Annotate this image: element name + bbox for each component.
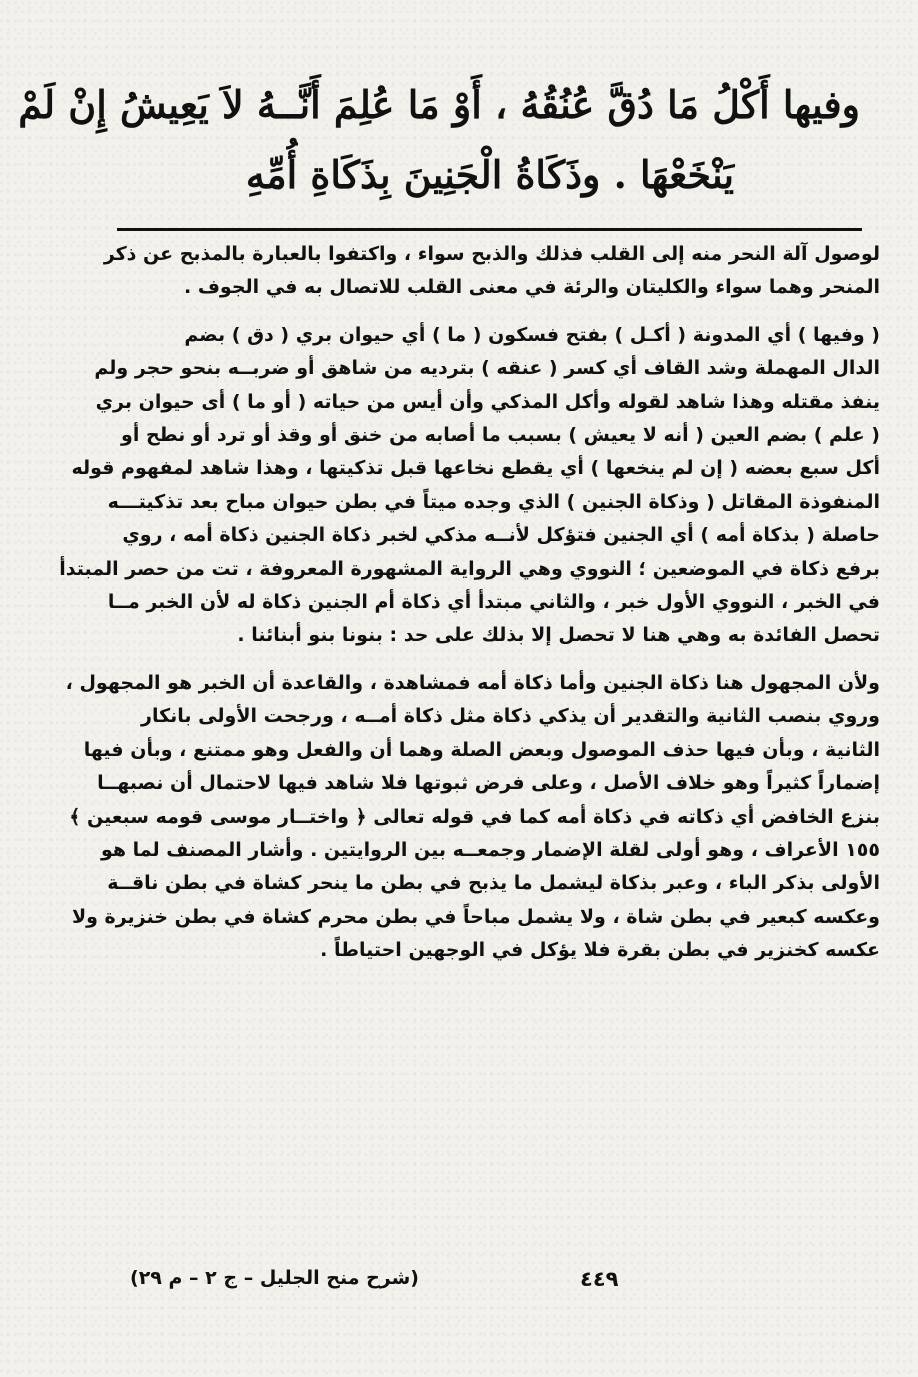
text-line: وروي بنصب الثانية والتقدير أن يذكي ذكاة مثل ذكاة أمــه ، ورجحت الأولى بانكار: [141, 705, 880, 728]
text-line: لوصول آلة النحر منه إلى القلب فذلك والذبح سواء ، واكتفوا بالعبارة بالمذبح عن ذكر: [103, 243, 880, 265]
matn-line-1: وفيها أَكْلُ مَا دُقَّ عُنُقُهُ ، أَوْ مَا عُلِمَ أَنَّــهُ لاَ يَعِيشُ إِنْ لَمْ: [18, 82, 860, 127]
text-line: المنفوذة المقاتل ( وذكاة الجنين ) الذي وجده ميتاً في بطن حيوان مباح بعد تذكيتـــه: [107, 490, 880, 513]
text-line: ولأن المجهول هنا ذكاة الجنين وأما ذكاة أمه فمشاهدة ، والقاعدة أن الخبر هو المجهول ،: [65, 671, 880, 694]
text-line: الثانية ، وبأن فيها حذف الموصول وبعض الصلة وهما أن والفعل وهو ممتنع ، وبأن فيها: [83, 738, 880, 761]
paragraph-2: [59, 319, 880, 653]
text-line: ( علم ) بضم العين ( أنه لا يعيش ) بسبب ما أصابه من خنق أو وقذ أو ترد أو نطح أو: [121, 424, 880, 447]
text-line: ١٥٥ الأعراف ، وهو أولى لقلة الإضمار وجمعــه بين الروايتين . وأشار المصنف لما هو: [100, 838, 880, 861]
text-line: إضماراً كثيراً وهو خلاف الأصل ، وعلى فرض ثبوتها فلا شاهد فيها لاحتمال أن نصبهــا: [97, 772, 880, 795]
text-line: أكل سبع بعضه ( إن لم ينخعها ) أي يقطع نخاعها قبل تذكيتها ، وهذا شاهد لمفهوم قوله: [71, 457, 880, 480]
text-line: ( وفيها ) أي المدونة ( أكـل ) بفتح فسكون ( ما ) أي حيوان بري ( دق ) بضم: [184, 323, 880, 346]
text-line: حاصلة ( بذكاة أمه ) أي الجنين فتؤكل لأنــه مذكي لخبر ذكاة الجنين ذكاة أمه ، روي: [122, 524, 880, 547]
text-line: في الخبر ، النووي الأول خبر ، والثاني مبتدأ أي ذكاة أم الجنين ذكاة له لأن الخبر مــا: [107, 591, 880, 614]
page-number: ٤٤٩: [580, 1267, 619, 1291]
commentary-text: [59, 238, 880, 968]
text-line: عكسه كخنزير في بطن بقرة فلا يؤكل في الوجهين احتياطاً .: [320, 939, 880, 962]
matn-line-2: يَنْخَعْهَا . وذَكَاةُ الْجَنِينَ بِذَكَاةِ أُمِّهِ: [245, 152, 735, 197]
main-text-matn: [18, 70, 860, 210]
text-line: الأولى بذكر الباء ، وعبر بذكاة ليشمل ما يذبح في بطن ما ينحر كشاة في بطن ناقــة: [107, 872, 880, 895]
text-line: تحصل الفائدة به وهي هنا لا تحصل إلا بذلك على حد : بنونا بنو أبنائنا .: [237, 624, 880, 647]
separator-rule: [117, 228, 862, 231]
text-line: بنزع الخافض أي ذكاته في ذكاة أمه كما في قوله تعالى ﴿ واختــار موسى قومه سبعين ﴾: [69, 805, 880, 828]
text-line: وعكسه كبعير في بطن شاة ، ولا يشمل مباحاً في بطن محرم كشاة في بطن خنزيرة ولا: [71, 905, 880, 928]
paragraph-1: [103, 238, 880, 305]
text-line: برفع ذكاة في الموضعين ؛ النووي وهي الرواية المشهورة المعروفة ، تت من حصر المبتدأ: [59, 557, 880, 580]
page-footer: [110, 1267, 870, 1307]
paragraph-3: [65, 667, 880, 968]
text-line: المنحر وهما سواء والكليتان والرئة في معنى القلب للاتصال به في الجوف .: [184, 276, 880, 299]
text-line: الدال المهملة وشد القاف أي كسر ( عنقه ) بترديه من شاهق أو ضربــه بنحو حجر ولم: [94, 357, 880, 380]
book-reference: (شرح منح الجليل – ج ٢ – م ٢٩): [130, 1267, 419, 1289]
text-line: ينفذ مقتله وهذا شاهد لقوله وأكل المذكي وأن أيس من حياته ( أو ما ) أى حيوان بري: [95, 390, 880, 413]
